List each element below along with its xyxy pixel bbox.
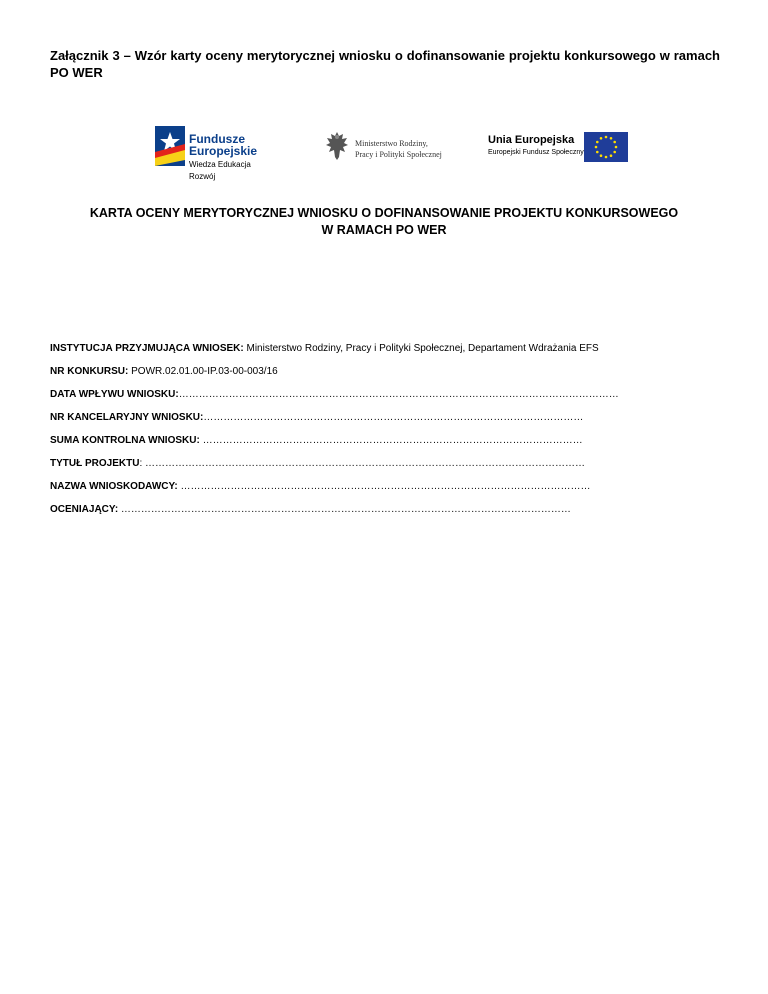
logo-bar	[0, 122, 768, 181]
field-checksum	[50, 435, 650, 447]
field-label: NR KONKURSU:	[50, 366, 129, 377]
ministry-logo	[325, 130, 475, 166]
fe-logo-line3: Wiedza Edukacja Rozwój	[189, 160, 251, 181]
attachment-heading-line2: PO WER	[50, 65, 103, 80]
field-institution	[50, 343, 650, 355]
document-title	[0, 205, 768, 239]
field-office-number	[50, 412, 650, 424]
field-project-title	[50, 458, 650, 470]
field-label: NR KANCELARYJNY WNIOSKU:	[50, 412, 204, 423]
field-label: OCENIAJĄCY:	[50, 504, 119, 515]
eu-flag-icon	[584, 132, 628, 162]
fe-logo-line2: Europejskie	[189, 144, 258, 158]
ministry-line1: Ministerstwo Rodziny,	[355, 139, 428, 148]
field-value: ……………………………………………………………………………………………………………	[177, 481, 591, 492]
attachment-heading-line1: Załącznik 3 – Wzór karty oceny merytorycznej wniosku o dofinansowanie projektu konkursowego w ramach	[50, 48, 720, 63]
eu-logo-line1: Unia Europejska	[488, 134, 575, 146]
fe-star-icon	[155, 126, 185, 166]
field-value: Ministerstwo Rodziny, Pracy i Polityki Społecznej, Departament Wdrażania EFS	[243, 343, 599, 354]
field-applicant-name	[50, 481, 650, 493]
field-value: ………………………………………………………………………………………………………………………	[118, 504, 571, 515]
field-receipt-date	[50, 389, 650, 401]
field-label: NAZWA WNIOSKODAWCY:	[50, 481, 178, 492]
field-value: : ……………………………………………………………………………………………………………………	[139, 458, 586, 469]
fundusze-europejskie-logo	[155, 126, 275, 181]
field-value: ……………………………………………………………………………………………………	[199, 435, 583, 446]
field-value: POWR.02.01.00-IP.03-00-003/16	[128, 366, 278, 377]
document-title-line1: KARTA OCENY MERYTORYCZNEJ WNIOSKU O DOFINANSOWANIE PROJEKTU KONKURSOWEGO	[89, 206, 679, 220]
field-label: TYTUŁ PROJEKTU	[50, 458, 140, 469]
fe-logo-line1: Fundusze	[189, 132, 245, 146]
field-label: INSTYTUCJA PRZYJMUJĄCA WNIOSEK:	[50, 343, 244, 354]
ministry-line2: Pracy i Polityki Społecznej	[355, 150, 442, 159]
field-label: SUMA KONTROLNA WNIOSKU:	[50, 435, 200, 446]
form-fields	[50, 343, 650, 527]
attachment-heading	[50, 47, 720, 81]
field-value: ……………………………………………………………………………………………………………………	[178, 389, 619, 400]
eu-logo	[488, 130, 638, 166]
field-label: DATA WPŁYWU WNIOSKU:	[50, 389, 179, 400]
document-title-line2: W RAMACH PO WER	[321, 223, 447, 237]
field-evaluator	[50, 504, 650, 516]
eu-logo-line2: Europejski Fundusz Społeczny	[488, 149, 584, 156]
field-contest-number	[50, 366, 650, 378]
eagle-emblem-icon	[325, 130, 349, 162]
field-value: ……………………………………………………………………………………………………	[203, 412, 584, 423]
